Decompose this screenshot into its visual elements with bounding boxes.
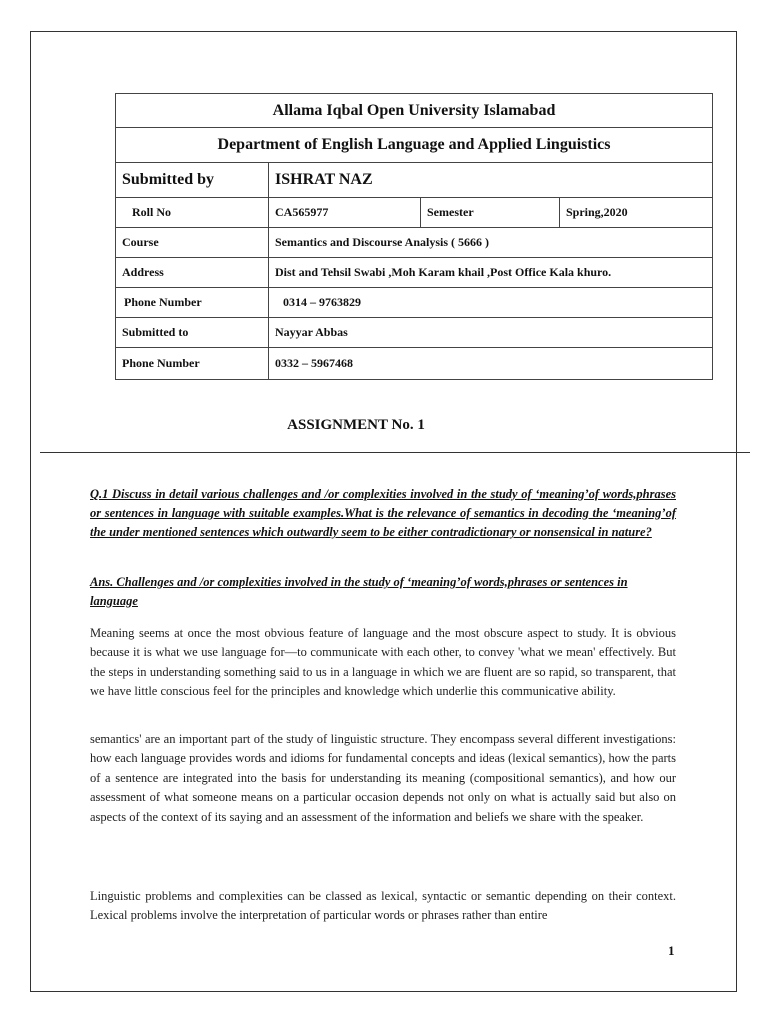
phone-number-value: 0314 – 9763829 xyxy=(269,288,713,318)
submitted-by-label: Submitted by xyxy=(116,163,269,198)
assignment-title: ASSIGNMENT No. 1 xyxy=(287,417,425,433)
paragraph-1: Meaning seems at once the most obvious feature of language and the most obscure aspect to study. It is obvious because it is what we use language for—to communicate with each other, to convey 'what we mean' effectively. But the steps in understanding something said to us in a language in which we are fluent are so rapid, so transparent, that we have little conscious feel for the principles and knowledge which underlie this communicative ability. xyxy=(90,626,676,699)
submitted-to-label: Submitted to xyxy=(116,318,269,348)
department-name: Department of English Language and Applied Linguistics xyxy=(116,128,713,163)
semester-value: Spring,2020 xyxy=(560,198,713,228)
paragraph-2: semantics' are an important part of the study of linguistic structure. They encompass several different investigations: how each language provides words and idioms for fundamental concepts and ideas (lexical semantics), how the parts of a sentence are integrated into the basis for understanding its meaning (compositional semantics), and how our assessment of what someone means on a particular occasion depends not only on what is actually said but also on aspects of the context of its saying and an assessment of the information and beliefs we share with the speaker. xyxy=(90,732,676,824)
address-label: Address xyxy=(116,258,269,288)
answer-heading: Ans. Challenges and /or complexities involved in the study of ‘meaning’of words,phrases or sentences in language xyxy=(90,575,628,608)
paragraph-3: Linguistic problems and complexities can be classed as lexical, syntactic or semantic depending on their context. Lexical problems involve the interpretation of particular words or phrases rather than entire xyxy=(90,889,676,923)
submitted-to-value: Nayyar Abbas xyxy=(269,318,713,348)
roll-no-value: CA565977 xyxy=(269,198,421,228)
course-label: Course xyxy=(116,228,269,258)
page-number: 1 xyxy=(668,943,675,958)
university-name: Allama Iqbal Open University Islamabad xyxy=(116,94,713,128)
phone-number-label: Phone Number xyxy=(116,288,269,318)
address-value: Dist and Tehsil Swabi ,Moh Karam khail ,Post Office Kala khuro. xyxy=(269,258,713,288)
submitted-by-value: ISHRAT NAZ xyxy=(269,163,713,198)
roll-no-label: Roll No xyxy=(116,198,269,228)
section-divider xyxy=(40,452,750,453)
semester-label: Semester xyxy=(421,198,560,228)
supervisor-phone-label: Phone Number xyxy=(116,348,269,380)
question-text: Q.1 Discuss in detail various challenges and /or complexities involved in the study of ‘meaning’of words,phrases or sentences in language with suitable examples.What is the relevance of semantics in decoding the ‘meaning’of the under mentioned sentences which outwardly seem to be either contradictionary or nonsensical in nature? xyxy=(90,487,676,539)
supervisor-phone-value: 0332 – 5967468 xyxy=(269,348,713,380)
cover-table xyxy=(115,93,713,380)
course-value: Semantics and Discourse Analysis ( 5666 ) xyxy=(269,228,713,258)
